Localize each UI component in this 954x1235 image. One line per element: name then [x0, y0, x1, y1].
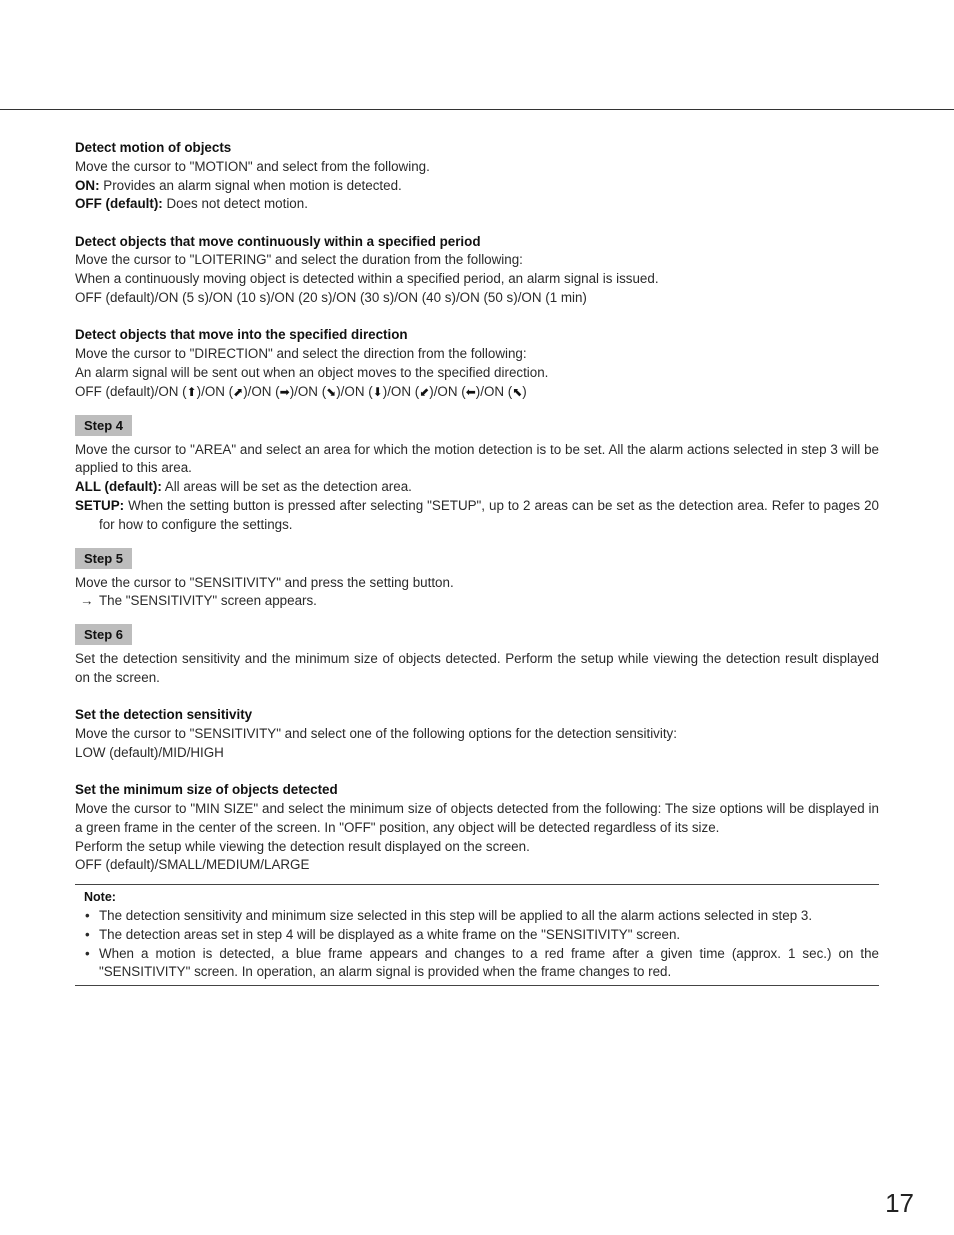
step-5-result	[75, 592, 879, 611]
direction-sep: )/ON (	[196, 383, 234, 399]
motion-off-label: OFF (default):	[75, 196, 163, 212]
direction-close: )	[522, 383, 527, 399]
step-5-badge: Step 5	[75, 548, 132, 569]
step-4-all-label: ALL (default):	[75, 479, 162, 495]
motion-instruction: Move the cursor to "MOTION" and select from the following.	[75, 158, 430, 174]
note-item	[75, 945, 879, 983]
note-box	[75, 884, 879, 986]
step-5-result-text: The "SENSITIVITY" screen appears.	[99, 593, 317, 609]
direction-options-prefix: OFF (default)/ON (	[75, 383, 187, 399]
minsize-heading: Set the minimum size of objects detected	[75, 782, 338, 798]
direction-sep: )/ON (	[289, 383, 327, 399]
arrow-down-icon: ⬇	[372, 384, 383, 399]
manual-page-content	[75, 139, 879, 986]
note-item-text: When a motion is detected, a blue frame appears and changes to a red frame after a given time (approx. 1 sec.) on the "SENSITIVITY" screen. In operation, an alarm signal is provided when the frame changes to red.	[99, 945, 879, 980]
sensitivity-heading: Set the detection sensitivity	[75, 707, 253, 723]
step-4-all-text: All areas will be set as the detection area.	[161, 479, 412, 495]
direction-heading: Detect objects that move into the specified direction	[75, 327, 408, 343]
loitering-heading: Detect objects that move continuously within a specified period	[75, 233, 481, 249]
loitering-description: When a continuously moving object is detected within a specified period, an alarm signal is issued.	[75, 271, 659, 287]
note-item-text: The detection sensitivity and minimum size selected in this step will be applied to all the alarm actions selected in step 3.	[99, 907, 813, 923]
arrow-up-left-icon: ⬉	[512, 384, 523, 399]
motion-on-label: ON:	[75, 177, 100, 193]
motion-off-text: Does not detect motion.	[162, 196, 308, 212]
step-6-text: Set the detection sensitivity and the minimum size of objects detected. Perform the setup while viewing the detection result displayed on the screen.	[75, 651, 879, 685]
direction-sep: )/ON (	[336, 383, 373, 399]
motion-off-option	[75, 195, 879, 214]
step-4-text: Move the cursor to "AREA" and select an area for which the motion detection is to be set. All the alarm actions selected in step 3 will be applied to this area.	[75, 441, 879, 476]
direction-description: An alarm signal will be sent out when an object moves to the specified direction.	[75, 364, 549, 380]
arrow-left-icon: ⬅	[465, 384, 476, 399]
direction-instruction: Move the cursor to "DIRECTION" and select the direction from the following:	[75, 346, 527, 362]
arrow-right-icon: ➡	[279, 384, 290, 399]
minsize-setup-hint: Perform the setup while viewing the detection result displayed on the screen.	[75, 838, 530, 854]
page-number: 17	[885, 1188, 914, 1218]
motion-on-option	[75, 177, 879, 196]
step-4-setup-option	[75, 497, 879, 535]
bullet: •	[85, 926, 90, 942]
loitering-instruction: Move the cursor to "LOITERING" and select the duration from the following:	[75, 252, 523, 268]
loitering-options: OFF (default)/ON (5 s)/ON (10 s)/ON (20 s)/ON (30 s)/ON (40 s)/ON (50 s)/ON (1 min)	[75, 290, 587, 306]
direction-sep: )/ON (	[429, 383, 466, 399]
arrow-down-right-icon: ⬊	[326, 384, 337, 399]
note-item	[75, 926, 879, 945]
direction-sep: )/ON (	[382, 383, 420, 399]
step-5-text: Move the cursor to "SENSITIVITY" and press the setting button.	[75, 574, 454, 590]
motion-on-text: Provides an alarm signal when motion is detected.	[99, 177, 402, 193]
arrow-down-left-icon: ⬋	[419, 384, 430, 399]
right-arrow-icon: →	[80, 593, 94, 609]
arrow-up-icon: ⬆	[186, 384, 197, 399]
step-6-badge: Step 6	[75, 624, 132, 645]
motion-heading: Detect motion of objects	[75, 140, 232, 155]
note-item-text: The detection areas set in step 4 will be displayed as a white frame on the "SENSITIVITY" screen.	[99, 926, 681, 942]
step-4-all-option	[75, 478, 879, 497]
bullet: •	[85, 907, 90, 923]
sensitivity-instruction: Move the cursor to "SENSITIVITY" and select one of the following options for the detection sensitivity:	[75, 726, 677, 742]
direction-sep: )/ON (	[475, 383, 513, 399]
note-title: Note:	[84, 890, 116, 905]
step-4-badge: Step 4	[75, 415, 132, 436]
sensitivity-options: LOW (default)/MID/HIGH	[75, 744, 224, 760]
step-4-setup-label: SETUP:	[75, 497, 125, 513]
header-rule	[0, 109, 954, 110]
direction-options	[75, 383, 879, 402]
note-item	[75, 907, 879, 926]
minsize-instruction: Move the cursor to "MIN SIZE" and select the minimum size of objects detected from the following: The size options will be displayed in a green frame in the center of the screen. In "OFF" position, any object will be detected regardless of its size.	[75, 800, 879, 835]
step-4-setup-text: When the setting button is pressed after selecting "SETUP", up to 2 areas can be set as the detection area. Refer to pages 20 for how to configure the settings.	[99, 497, 879, 532]
direction-sep: )/ON (	[243, 383, 280, 399]
arrow-up-right-icon: ⬈	[233, 384, 244, 399]
bullet: •	[85, 945, 90, 961]
minsize-options: OFF (default)/SMALL/MEDIUM/LARGE	[75, 857, 310, 873]
